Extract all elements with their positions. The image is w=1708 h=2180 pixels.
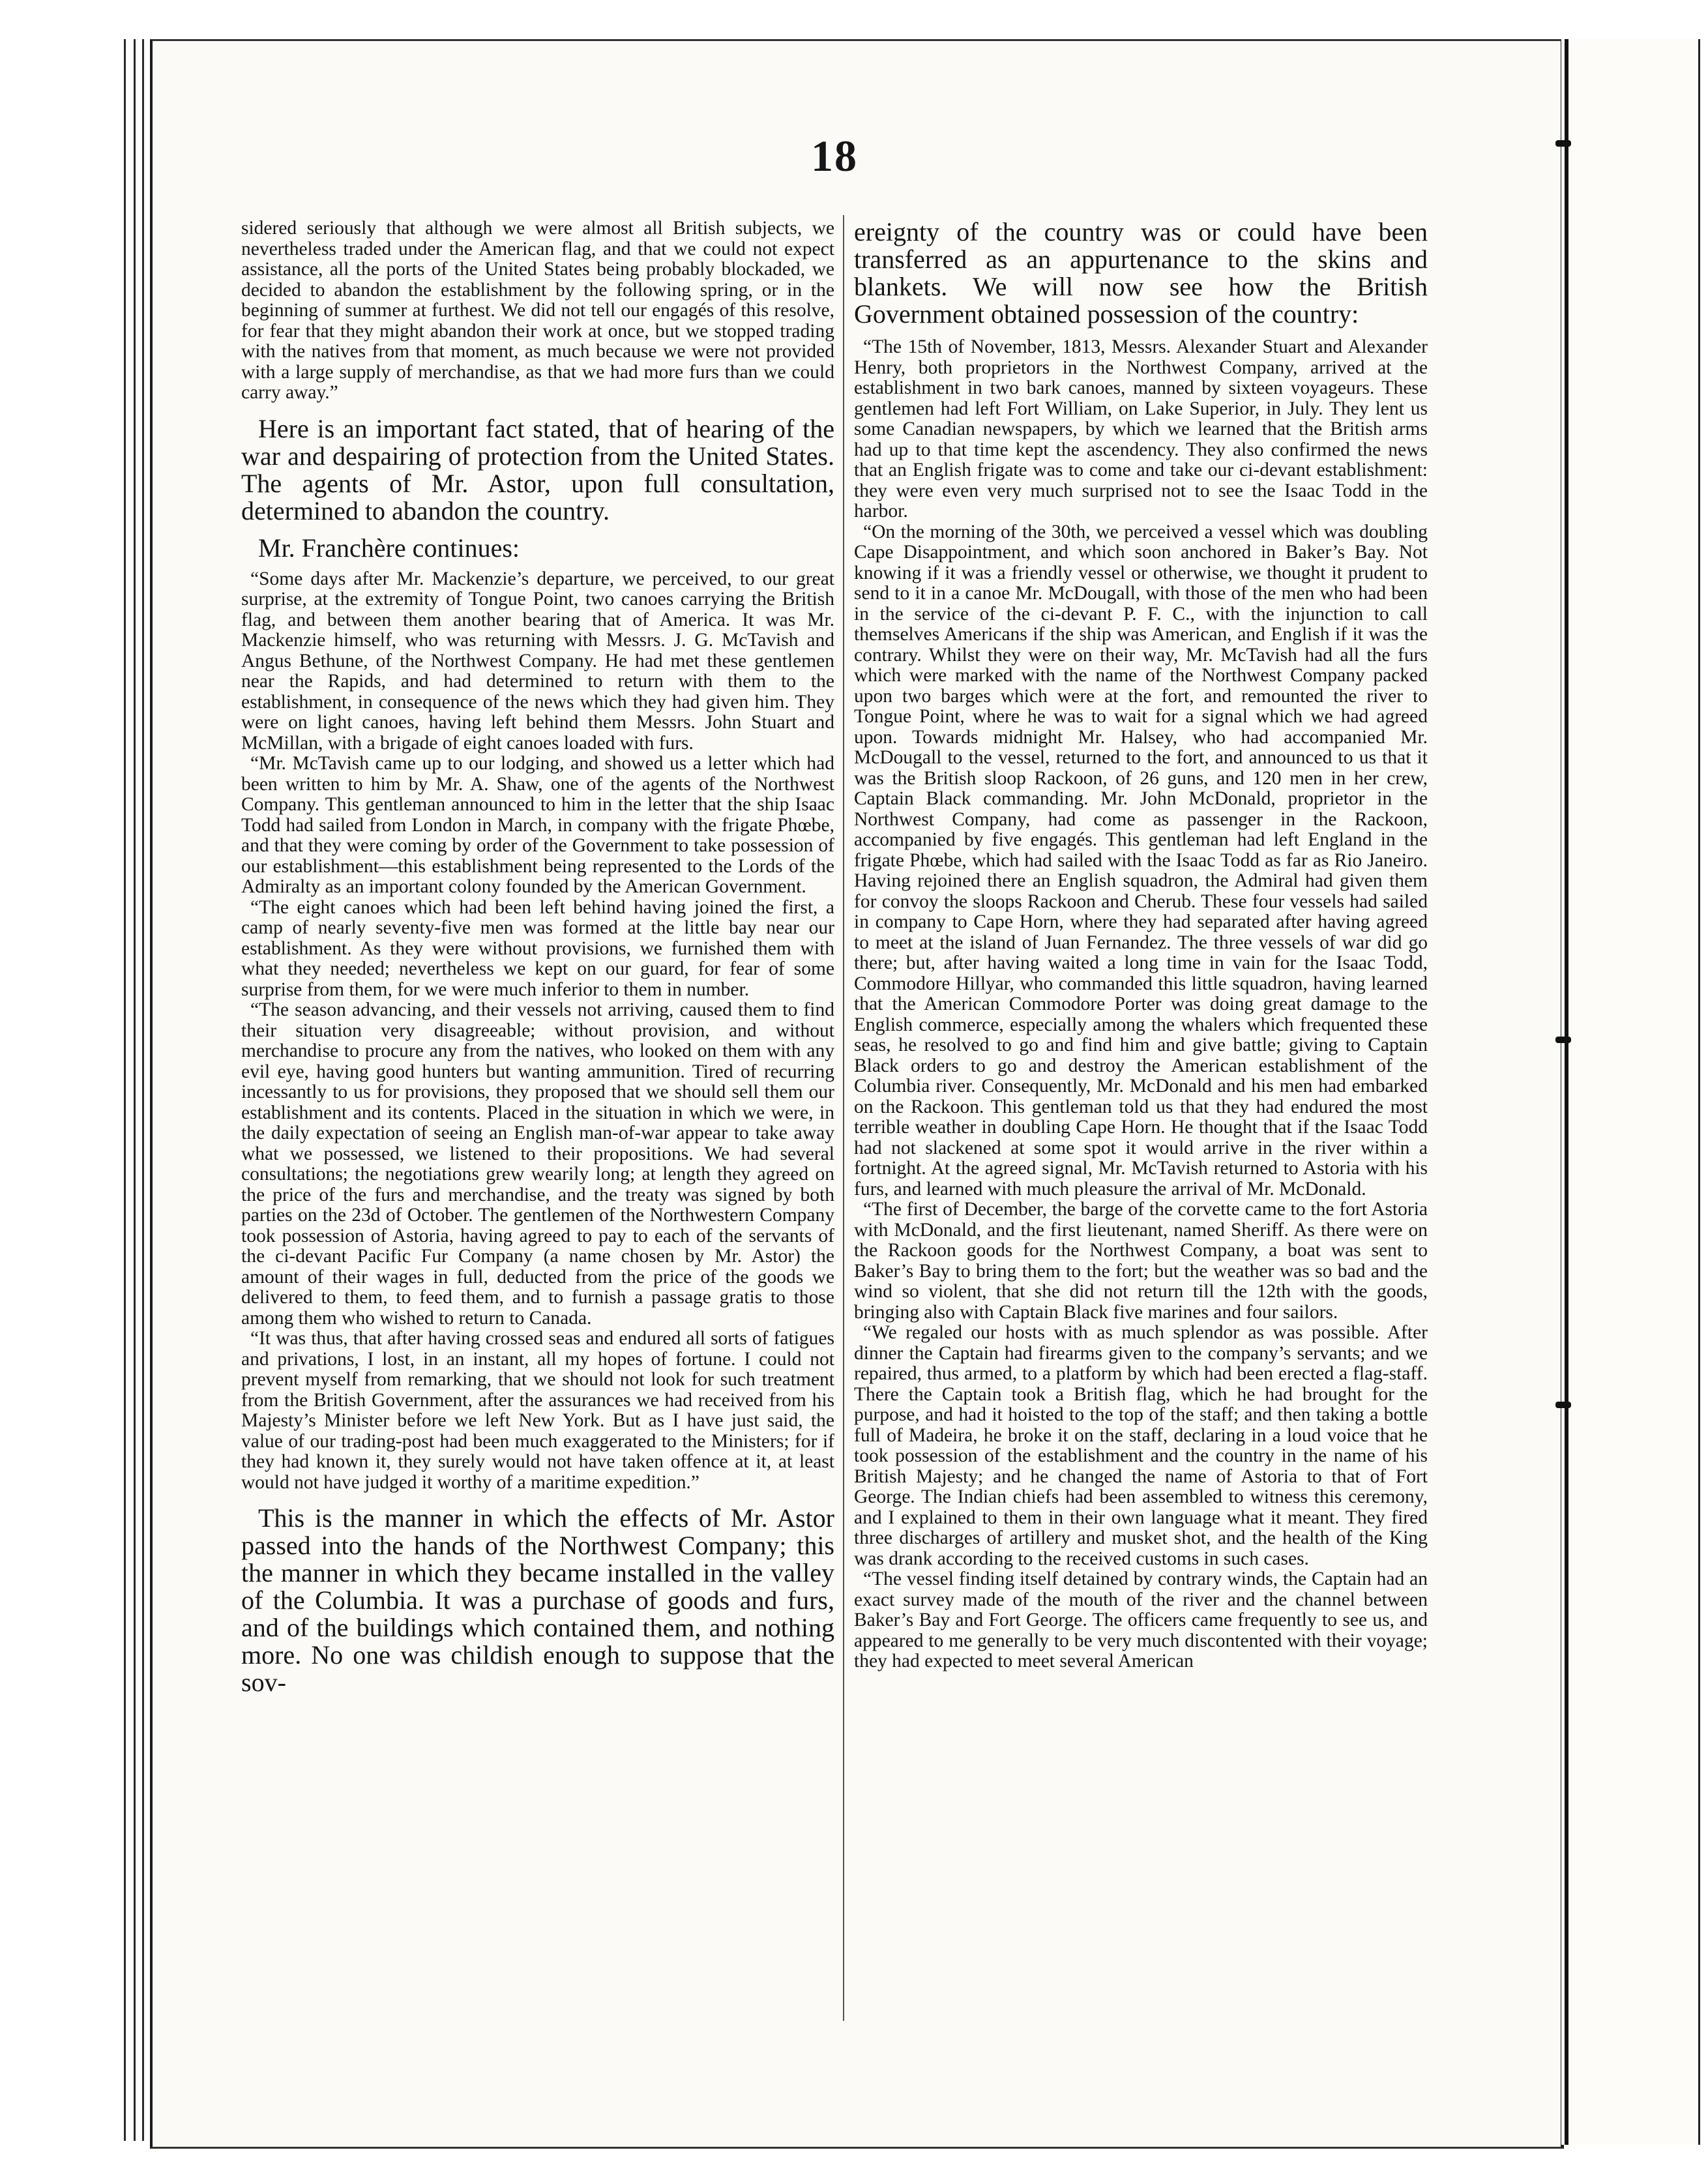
quote-paragraph: sidered seriously that although we were almost all British subjects, we nevertheless traded under the American flag, and that we could not expect assistance, all the ports of the United States being probably blockaded, we decided to abandon the establishment by the following spring, or in the beginning of summer at furthest. We did not tell our engagés of this resolve, for fear that they might abandon their work at once, but we stopped trading with the natives from that moment, as much because we were not provided with a large supply of merchandise, as that we had more furs than we could carry away.” bbox=[241, 218, 834, 403]
binding-line bbox=[1565, 39, 1568, 2145]
quote-paragraph: “On the morning of the 30th, we perceived a vessel which was doubling Cape Disappointment, and which soon anchored in Baker’s Bay. Not knowing if it was a friendly vessel or otherwise, we thought it prudent to send to it in a canoe Mr. McDougall, with those of the men who had been in the service of the ci-devant P. F. C., with the injunction to call themselves Americans if the ship was American, and English if it was the contrary. Whilst they were on their way, Mr. McTavish had all the furs which were marked with the name of the Northwest Company packed upon two barges which were at the fort, and remounted the river to Tongue Point, where he was to wait for a signal which we had agreed upon. Towards midnight Mr. Halsey, who had accompanied Mr. McDougall to the vessel, returned to the fort, and announced to us that it was the British sloop Rackoon, of 26 guns, and 120 men in her crew, Captain Black commanding. Mr. John McDonald, proprietor in the Northwest Company, had come as passenger in the Rackoon, accompanied by five engagés. This gentleman had left England in the frigate Phœbe, which had sailed with the Isaac Todd as far as Rio Janeiro. Having rejoined there an English squadron, the Admiral had given them for convoy the sloops Rackoon and Cherub. These four vessels had sailed in company to Cape Horn, where they had separated after having agreed to meet at the island of Juan Fernandez. The three vessels of war did go there; but, after having waited a long time in vain for the Isaac Todd, Commodore Hillyar, who commanded this little squadron, having learned that the American Commodore Porter was doing great damage to the English commerce, especially among the whalers which frequented these seas, he resolved to go and find him and give battle; giving to Captain Black orders to go and destroy the American establishment of the Columbia river. Consequently, Mr. McDonald and his men had embarked on the Rackoon. This gentleman told us that they had endured the most terrible weather in doubling Cape Horn. He thought that if the Isaac Todd had not slackened at some spot it would arrive in the river within a fortnight. At the agreed signal, Mr. McTavish returned to Astoria with his furs, and learned with much pleasure the arrival of Mr. McDonald. bbox=[854, 521, 1428, 1200]
quote-paragraph: “Mr. McTavish came up to our lodging, and showed us a letter which had been written to him by Mr. A. Shaw, one of the agents of the Northwest Company. This gentleman announced to him in the letter that the ship Isaac Todd had sailed from London in March, in company with the frigate Phœbe, and that they were coming by order of the Government to take possession of our establishment—this establishment being represented to the Lords of the Admiralty as an important colony founded by the American Government. bbox=[241, 753, 834, 897]
binding-mark bbox=[1555, 1402, 1571, 1408]
page-edge bbox=[124, 39, 126, 2141]
body-paragraph: Here is an important fact stated, that of hearing of the war and despairing of protection from the United States. The agents of Mr. Astor, upon full consultation, determined to abandon the country. bbox=[241, 413, 834, 525]
quote-paragraph: “It was thus, that after having crossed seas and endured all sorts of fatigues and privations, I lost, in an instant, all my hopes of fortune. I could not prevent myself from remarking, that we should not look for such treatment from the British Government, after the assurances we had received from his Majesty’s Minister before we left New York. But as I have just said, the value of our trading-post had been much exaggerated to the Ministers; for if they had known it, they surely would not have taken offence at it, at least would not have judged it worthy of a maritime expedition.” bbox=[241, 1328, 834, 1493]
quote-paragraph: “The vessel finding itself detained by contrary winds, the Captain had an exact survey made of the mouth of the river and the channel between Baker’s Bay and Fort George. The officers came frequently to see us, and appeared to me generally to be very much discontented with their voyage; they had expected to meet several American bbox=[854, 1569, 1428, 1672]
page-edge bbox=[134, 39, 136, 2141]
facing-page-edge bbox=[1561, 39, 1700, 2145]
left-column bbox=[241, 218, 834, 2018]
page-number: 18 bbox=[811, 131, 858, 181]
quote-paragraph: “Some days after Mr. Mackenzie’s departure, we perceived, to our great surprise, at the extremity of Tongue Point, two canoes carrying the British flag, and between them another bearing that of America. It was Mr. Mackenzie himself, who was returning with Messrs. J. G. McTavish and Angus Bethune, of the Northwest Company. He had met these gentlemen near the Rapids, and had determined to return with them to the establishment, in consequence of the news which they had given him. They were on light canoes, having left behind them Messrs. John Stuart and McMillan, with a brigade of eight canoes loaded with furs. bbox=[241, 568, 834, 754]
right-column bbox=[854, 218, 1428, 2018]
quote-paragraph: “The eight canoes which had been left behind having joined the first, a camp of nearly seventy-five men was formed at the little bay near our establishment. As they were without provisions, we furnished them with what they needed; nevertheless we kept on our guard, for fear of some surprise from them, for we were much inferior to them in number. bbox=[241, 896, 834, 1000]
quote-paragraph: “The first of December, the barge of the corvette came to the fort Astoria with McDonald, and the first lieutenant, named Sheriff. As there were on the Rackoon goods for the Northwest Company, a boat was sent to Baker’s Bay to bring them to the fort; but the weather was so bad and the wind so violent, that she did not return till the 12th with the goods, bringing also with Captain Black five marines and four sailors. bbox=[854, 1199, 1428, 1323]
binding-mark bbox=[1555, 1037, 1571, 1043]
body-paragraph: This is the manner in which the effects of Mr. Astor passed into the hands of the Northwest Company; this the manner in which they became installed in the valley of the Columbia. It was a purchase of goods and furs, and of the buildings which contained them, and nothing more. No one was childish enough to suppose that the sov- bbox=[241, 1503, 834, 1697]
quote-paragraph: “The season advancing, and their vessels not arriving, caused them to find their situation very disagreeable; without provision, and without merchandise to procure any from the natives, who looked on them with any evil eye, having good hunters but wanting ammunition. Tired of recurring incessantly to us for provisions, they proposed that we should sell them our establishment and its contents. Placed in the situation in which we were, in the daily expectation of seeing an English man-of-war appear to take away what we possessed, we listened to their propositions. We had several consultations; the negotiations grew wearily long; at length they agreed on the price of the furs and merchandise, and the treaty was signed by both parties on the 23d of October. The gentlemen of the Northwestern Company took possession of Astoria, having agreed to pay to each of the servants of the ci-devant Pacific Fur Company (a name chosen by Mr. Astor) the amount of their wages in full, deducted from the price of the goods we delivered to them, to feed them, and to furnish a passage gratis to those among them who wished to return to Canada. bbox=[241, 999, 834, 1329]
quote-paragraph: “The 15th of November, 1813, Messrs. Alexander Stuart and Alexander Henry, both proprietors in the Northwest Company, arrived at the establishment in two bark canoes, manned by sixteen voyageurs. These gentlemen had left Fort William, on Lake Superior, in July. They lent us some Canadian newspapers, by which we learned that the British arms had up to that time kept the ascendency. They also confirmed the news that an English frigate was to come and take our ci-devant establishment: they were even very much surprised not to see the Isaac Todd in the harbor. bbox=[854, 336, 1428, 522]
page-edge bbox=[142, 39, 144, 2141]
body-paragraph: ereignty of the country was or could have been transferred as an appurtenance to the skins and blankets. We will now see how the British Government obtained possession of the country: bbox=[854, 218, 1428, 329]
binding-mark bbox=[1555, 140, 1571, 147]
quote-paragraph: “We regaled our hosts with as much splendor as was possible. After dinner the Captain had firearms given to the company’s servants; and we repaired, thus armed, to a platform by which had been erected a flag-staff. There the Captain took a British flag, which he had brought for the purpose, and had it hoisted to the top of the staff; and then taking a bottle full of Madeira, he broke it on the staff, declaring in a loud voice that he took possession of the establishment and the country in the name of his British Majesty; and he changed the name of Astoria to that of Fort George. The Indian chiefs had been assembled to witness this ceremony, and I explained to them in their own language what it meant. They fired three discharges of artillery and musket shot, and the health of the King was drank according to the received customs in such cases. bbox=[854, 1322, 1428, 1569]
column-divider bbox=[843, 215, 844, 2021]
body-paragraph: Mr. Franchère continues: bbox=[258, 533, 520, 563]
